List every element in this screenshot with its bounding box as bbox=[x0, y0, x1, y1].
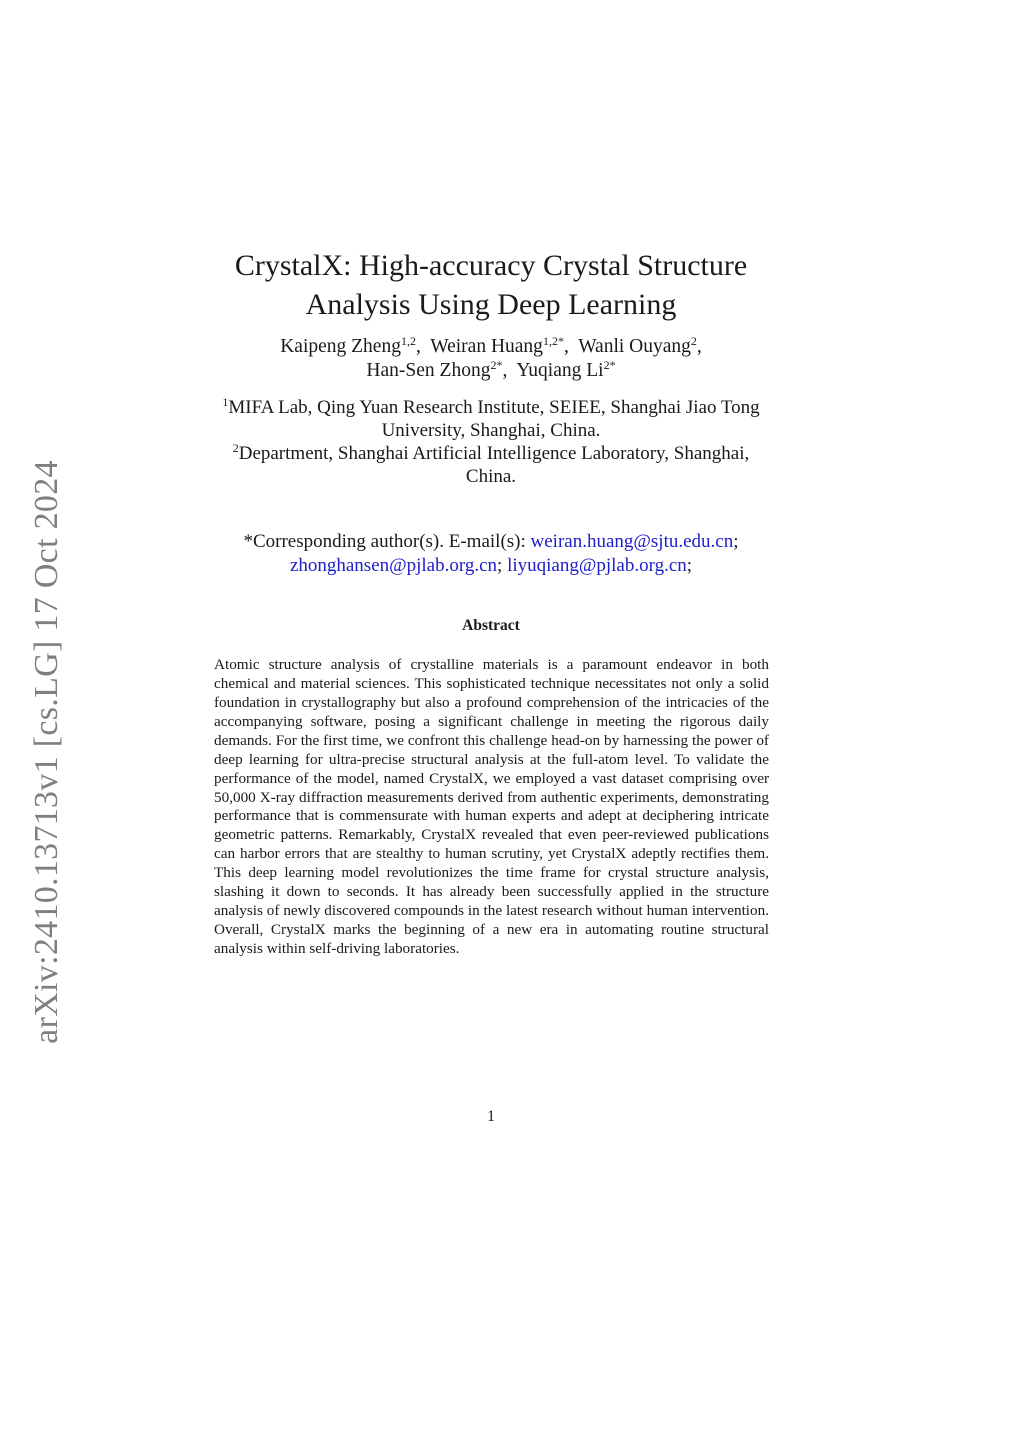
author-list: Kaipeng Zheng$^{1,2}$, Weiran Huang$^{1,2*}$, Wanli Ouyang$^2$, Han-Sen Zhong$^{2*}$, Yuqiang $Li^{2*}$ bbox=[280, 334, 702, 381]
affiliation-marker: 2 bbox=[232, 441, 239, 455]
author-name: Wanli Ouyang bbox=[578, 336, 691, 357]
affiliation-marker: 1 bbox=[222, 395, 229, 409]
author-affiliation-marker: 2 bbox=[690, 334, 697, 348]
author-affiliation-marker: 1,2* bbox=[542, 334, 564, 348]
email-link-zhong[interactable]: zhonghansen@pjlab.org.cn bbox=[289, 555, 498, 576]
affiliation-text: Department, Shanghai Artificial Intelligence Laboratory, Shanghai, bbox=[238, 443, 750, 464]
abstract-body: Atomic structure analysis of crystalline materials is a paramount endeavor in both chemical and material sciences. This sophisticated technique necessitates not only a solid foundation in crystallography but also a profound comprehension of the intricacies of the accompanying software, posing a significant challenge in meeting the rigorous daily demands. For the first time, we confront this challenge head-on by harnessing the power of deep learning for ultra-precise structural analysis at the full-atom level. To validate the performance of the model, named CrystalX, we employed a vast dataset comprising over 50,000 X-ray diffraction measurements derived from authentic experiments, demonstrating performance that is commensurate with human experts and adept at deciphering intricate geometric patterns. Remarkably, CrystalX revealed that even peer-reviewed publications can harbor errors that are stealthy to human scrutiny, yet CrystalX adeptly rectifies them. This deep learning model revolutionizes the time frame for crystal structure analysis, slashing it down to seconds. It has already been successfully applied in the structure analysis of newly discovered compounds in the latest research without human intervention. Overall, CrystalX marks the beginning of a new era in automating routine structural analysis within self-driving laboratories. bbox=[214, 656, 769, 957]
affiliation-text: University, Shanghai, China. bbox=[381, 420, 601, 441]
paper-title bbox=[0, 246, 982, 324]
affiliation-text: China. bbox=[465, 466, 517, 487]
affiliation-1 bbox=[0, 396, 982, 442]
title-line-1: CrystalX: High-accuracy Crystal Structure bbox=[234, 249, 748, 283]
author-affiliation-marker: 2* bbox=[603, 358, 616, 372]
corresponding-authors: *Corresponding author(s). E-mail(s): weiran.huang@sjtu.edu.cn; zhonghansen@pjlab.org.cn; liyuqiang@pjlab.org.cn; bbox=[243, 531, 739, 576]
title-line-2: Analysis Using Deep Learning bbox=[305, 288, 677, 322]
author-name: Weiran Huang bbox=[430, 336, 543, 357]
author-name: Kaipeng Zheng bbox=[280, 336, 401, 357]
affiliation-list bbox=[0, 396, 982, 488]
page-number: 1 bbox=[487, 1108, 495, 1125]
author-name: Han-Sen Zhong bbox=[366, 360, 491, 381]
corresponding-label: *Corresponding author(s). E-mail(s): bbox=[243, 531, 531, 552]
email-link-huang[interactable]: weiran.huang@sjtu.edu.cn bbox=[530, 531, 734, 552]
arxiv-identifier: arXiv:2410.13713v1 [cs.LG] 17 Oct 2024 bbox=[28, 460, 65, 1044]
affiliation-2 bbox=[0, 442, 982, 488]
abstract-heading: Abstract bbox=[462, 617, 520, 634]
email-link-li[interactable]: liyuqiang@pjlab.org.cn bbox=[507, 555, 687, 576]
author-affiliation-marker: 1,2 bbox=[400, 334, 416, 348]
author-affiliation-marker: 2* bbox=[490, 358, 503, 372]
affiliation-text: MIFA Lab, Qing Yuan Research Institute, SEIEE, Shanghai Jiao Tong bbox=[228, 397, 760, 418]
author-name: Yuqiang Li bbox=[516, 360, 604, 381]
